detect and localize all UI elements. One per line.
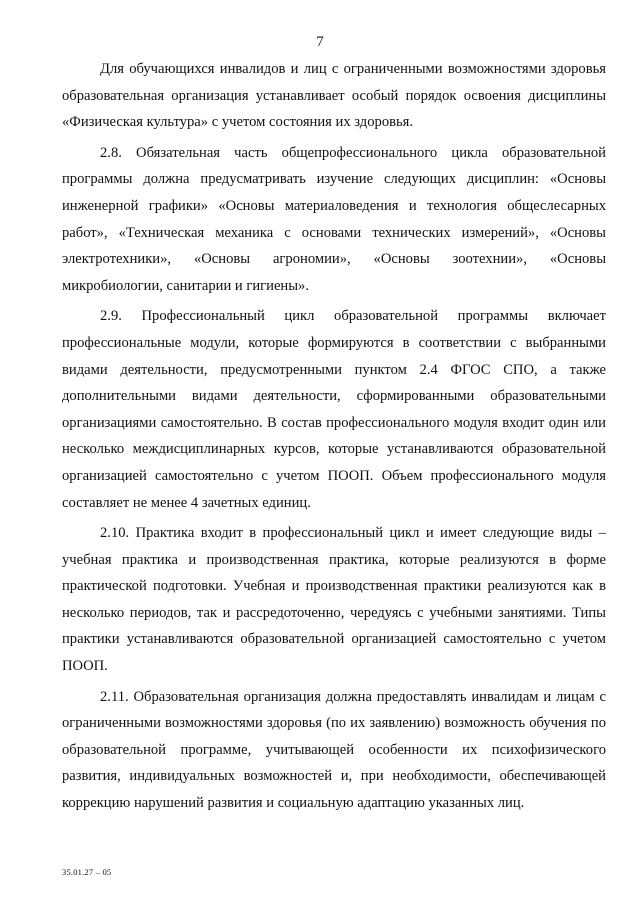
paragraph-2-8: 2.8. Обязательная часть общепрофессионального цикла образовательной программы должна предусматривать изучение следующих дисциплин: «Основы инженерной графики» «Основы материаловедения и технология общеслесарных работ», «Техническая механика с основами технических измерений», «Основы электротехники», «Основы агрономии», «Основы зоотехнии», «Основы микробиологии, санитарии и гигиены».	[62, 144, 606, 294]
page-number: 7	[316, 34, 324, 50]
paragraph-2-10: 2.10. Практика входит в профессиональный цикл и имеет следующие виды – учебная практика и производственная практика, которые реализуются в форме практической подготовки. Учебная и производственная практики реализуются как в несколько периодов, так и рассредоточенно, чередуясь с учебными занятиями. Типы практики устанавливаются образовательной организацией самостоятельно с учетом ПООП.	[62, 525, 606, 675]
paragraph-2-9: 2.9. Профессиональный цикл образовательной программы включает профессиональные модули, которые формируются в соответствии с выбранными видами деятельности, предусмотренными пунктом 2.4 ФГОС СПО, а также дополнительными видами деятельности, сформированными образовательными организациями самостоятельно. В состав профессионального модуля входит один или несколько междисциплинарных курсов, которые устанавливаются образовательной организацией самостоятельно с учетом ПООП. Объем профессионального модуля составляет не менее 4 зачетных единиц.	[62, 308, 606, 511]
footer-document-code: 35.01.27 – 05	[62, 867, 112, 877]
paragraph-physical-culture: Для обучающихся инвалидов и лиц с ограниченными возможностями здоровья образовательная организация устанавливает особый порядок освоения дисциплины «Физическая культура» с учетом состояния их здоровья.	[62, 61, 606, 131]
document-body	[62, 56, 606, 821]
paragraph-2-11: 2.11. Образовательная организация должна предоставлять инвалидам и лицам с ограниченными возможностями здоровья (по их заявлению) возможность обучения по образовательной программе, учитывающей особенности их психофизического развития, индивидуальных возможностей и, при необходимости, обеспечивающей коррекцию нарушений развития и социальную адаптацию указанных лиц.	[62, 688, 606, 812]
